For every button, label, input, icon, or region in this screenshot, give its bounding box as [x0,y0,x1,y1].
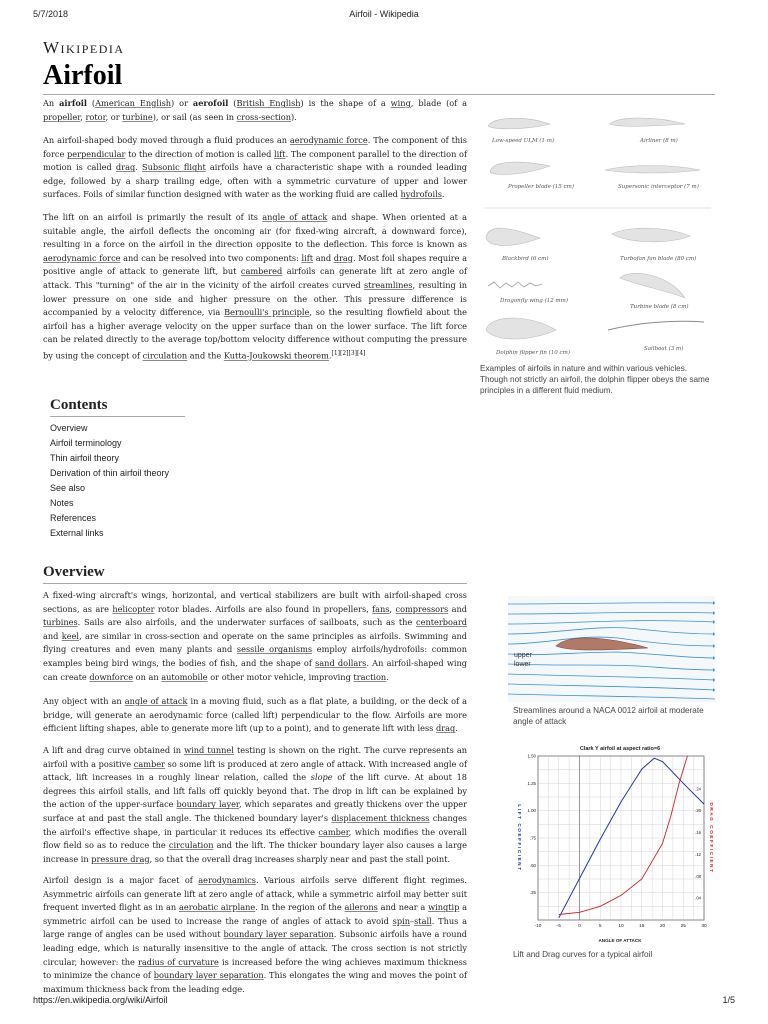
y2-tick-label: .12 [695,851,701,857]
link-lift[interactable]: lift [274,148,286,159]
upper-label: upper [514,652,532,659]
streamlines-caption: Streamlines around a NACA 0012 airfoil at moderate angle of attack [513,706,704,726]
link-streamlines[interactable]: streamlines [364,279,413,290]
y-tick-label: .50 [529,862,536,868]
italic-term: slope [310,772,333,783]
y2-tick-label: .20 [695,808,701,814]
bold-term: aerofoil [192,98,229,108]
x-tick-label: 30 [701,924,707,929]
airfoil-examples-caption: Examples of airfoils in nature and within various vehicles. Though not strictly an airfoil, the dolphin flipper obeys the same principles in a different fluid medium. [480,364,710,395]
link-angle-of-attack[interactable]: angle of attack [262,212,328,222]
link-wing[interactable]: wing [390,98,411,108]
link-lift[interactable]: lift [301,252,314,263]
toc-item-overview[interactable]: Overview [50,423,88,433]
link-boundary-layer[interactable]: boundary layer [176,799,239,810]
link-circulation[interactable]: circulation [142,350,188,361]
overview-paragraph-3: A lift and drag curve obtained in wind tunnel testing is shown on the right. The curve represents an airfoil with a positive camber so some lift is produced at zero angle of attack. With increased angle of attack, lift increases in a roughly linear relation, called the slope of the lift curve. At about 18 degrees this airfoil stalls, and lift falls off quickly beyond that. The drop in lift can be explained by the action of the upper-surface boundary layer, which separates and greatly thickens over the upper surface at and past the stall angle. The thickened boundary layer's displacement thickness changes the airfoil's effective shape, in particular it reduces its effective camber, which modifies the overall flow field so as to reduce the circulation and the lift. The thicker boundary layer also causes a large increase in pressure drag, so that the overall drag increases sharply near and past the stall point. [43,745,467,864]
toc-item-terminology[interactable]: Airfoil terminology [50,438,122,448]
x-tick-label: 0 [578,924,581,929]
toc-item-thin-airfoil-theory[interactable]: Thin airfoil theory [50,453,120,463]
link-fans[interactable]: fans [372,603,390,614]
link-british-english[interactable]: British English [236,98,301,108]
reference-links[interactable]: [1][2][3][4] [331,349,366,357]
link-displacement-thickness[interactable]: displacement thickness [331,812,430,823]
link-pressure-drag[interactable]: pressure drag [91,853,150,864]
print-title: Airfoil - Wikipedia [349,9,419,19]
x-tick-label: 25 [680,924,686,929]
airfoil-examples-figure [480,108,715,363]
y-tick-label: 1.00 [527,808,536,814]
y-axis-label: LIFT COEFFICIENT [517,804,522,872]
intro-paragraph: An airfoil (American English) or aerofoil (British English) is the shape of a wing, blade (of a propeller, rotor, or turbine), or sail (as seen in cross-section). [43,98,468,122]
link-drag[interactable]: drag [333,252,354,263]
link-boundary-layer-separation[interactable]: boundary layer separation [223,929,334,940]
link-traction[interactable]: traction [353,671,387,682]
y2-tick-label: .04 [695,895,701,901]
y2-axis-label: DRAG COEFFICIENT [709,802,714,874]
foil-label: Turbofan fan blade (80 cm) [620,256,697,262]
link-sessile-organisms[interactable]: sessile organisms [236,644,313,655]
link-wind-tunnel[interactable]: wind tunnel [184,745,234,755]
link-aerodynamics[interactable]: aerodynamics [198,875,256,885]
link-radius-of-curvature[interactable]: radius of curvature [137,956,219,967]
link-turbine[interactable]: turbine [122,111,153,122]
lift-drag-chart-figure [508,740,715,946]
table-of-contents [50,397,185,541]
toc-item-external-links[interactable]: External links [50,528,104,538]
y2-tick-label: .16 [695,830,701,836]
link-hydrofoils[interactable]: hydrofoils [400,189,442,200]
streamlines-image [508,596,715,702]
overview-paragraph-2: Any object with an angle of attack in a moving fluid, such as a flat plate, a building, or the deck of a bridge, will generate an aerodynamic force (called lift) perpendicular to the flow. Airfoils are more efficient lifting shapes, able to generate more lift (up to a point), and to generate lift with less drag. [43,696,467,734]
link-aerobatic-airplane[interactable]: aerobatic airplane [178,902,256,913]
x-tick-label: 20 [659,924,666,929]
link-american-english[interactable]: American English [95,98,172,108]
foil-label: Dolphin flipper fin (10 cm) [496,350,570,356]
link-downforce[interactable]: downforce [89,671,134,682]
x-tick-label: 15 [639,924,645,929]
x-tick-label: 5 [598,924,602,929]
y2-tick-label: .24 [695,786,701,792]
airfoil-examples-image [480,108,715,363]
x-tick-label: 10 [618,924,624,929]
link-helicopter[interactable]: helicopter [112,603,155,614]
foil-label: Turbine blade (8 cm) [630,304,689,310]
link-angle-of-attack[interactable]: angle of attack [124,696,188,706]
page-title: Airfoil [43,60,715,95]
link-kutta-joukowski[interactable]: Kutta-Joukowski theorem [223,350,329,361]
link-compressors[interactable]: compressors [395,603,449,614]
toc-item-see-also[interactable]: See also [50,483,86,493]
link-centerboard[interactable]: centerboard [416,617,467,628]
foil-label: Airliner (8 m) [640,138,678,144]
link-drag[interactable]: drag [115,162,136,173]
x-tick-label: -5 [556,924,561,929]
link-sand-dollars[interactable]: sand dollars [315,657,367,668]
foil-label: Low-speed ULM (1 m) [492,138,555,144]
link-turbines[interactable]: turbines [43,617,78,628]
link-bernoulli[interactable]: Bernoulli's principle [224,307,310,318]
toc-item-derivation[interactable]: Derivation of thin airfoil theory [50,468,170,478]
print-url: https://en.wikipedia.org/wiki/Airfoil [33,995,168,1005]
link-stall[interactable]: stall [414,915,432,926]
y2-tick-label: .08 [695,873,701,879]
link-rotor[interactable]: rotor [85,111,106,122]
print-date: 5/7/2018 [33,9,69,19]
foil-label: Supersonic interceptor (7 m) [618,184,699,190]
link-perpendicular[interactable]: perpendicular [66,148,126,159]
overview-paragraph-4: Airfoil design is a major facet of aerodynamics. Various airfoils serve different flight regimes. Asymmetric airfoils can generate lift at zero angle of attack, while a symmetric airfoil may better suit frequent inverted flight as in an aerobatic airplane. In the region of the ailerons and near a wingtip a symmetric airfoil can be used to increase the range of angles of attack to avoid spin–stall. Thus a large range of angles can be used without boundary layer separation. Subsonic airfoils have a round leading edge, which is naturally insensitive to the angle of attack. The cross section is not strictly circular, however: the radius of curvature is increased before the wing achieves maximum thickness to minimize the chance of boundary layer separation. This elongates the wing and moves the point of maximum thickness back from the leading edge. [43,875,468,994]
chart-title: Clark Y airfoil at aspect ratio=6 [579,746,661,752]
x-axis-label: ANGLE OF ATTACK [598,938,642,943]
link-camber[interactable]: camber [133,758,165,769]
link-drag[interactable]: drag [435,723,456,734]
link-propeller[interactable]: propeller [43,111,81,122]
link-aerodynamic-force[interactable]: aerodynamic force [289,135,368,145]
toc-item-references[interactable]: References [50,513,97,523]
y-tick-label: 1.25 [527,780,536,786]
toc-title: Contents [50,397,185,417]
link-aerodynamic-force[interactable]: aerodynamic force [43,252,121,263]
y-tick-label: 1.50 [527,753,536,759]
foil-label: Sailboat (3 m) [644,346,684,352]
toc-item-notes[interactable]: Notes [50,498,74,508]
link-spin[interactable]: spin [392,915,411,926]
print-page-number: 1/5 [722,995,735,1005]
foil-label: Blackbird (6 cm) [502,256,549,262]
link-ailerons[interactable]: ailerons [344,902,378,913]
overview-paragraph-1: A fixed-wing aircraft's wings, horizontal, and vertical stabilizers are built with airfoil-shaped cross sections, as are helicopter rotor blades. Airfoils are also found in propellers, fans, compressors and turbines. Sails are also airfoils, and the underwater surfaces of sailboats, such as the centerboard and keel, are similar in cross-section and operate on the same principles as airfoils. Swimming and flying creatures and even many plants and sessile organisms employ airfoils/hydrofoils: common examples being bird wings, the bodies of fish, and the shape of sand dollars. An airfoil-shaped wing can create downforce on an automobile or other motor vehicle, improving traction. [43,590,468,682]
bold-term: airfoil [59,98,88,108]
section-heading-overview: Overview [43,564,467,584]
y-tick-label: .75 [529,835,536,841]
y-tick-label: .25 [529,890,536,896]
link-cambered[interactable]: cambered [240,266,283,277]
link-circulation[interactable]: circulation [168,840,214,851]
foil-label: Dragonfly wing (12 mm) [500,298,568,304]
wordmark-text: Wikipedia [43,38,125,57]
link-wingtip[interactable]: wingtip [428,902,460,913]
link-subsonic-flight[interactable]: Subsonic flight [141,162,206,173]
lift-drag-caption: Lift and Drag curves for a typical airfoil [513,950,653,959]
wikipedia-wordmark[interactable] [43,38,125,58]
link-camber[interactable]: camber [318,826,349,837]
x-tick-label: -10 [534,924,542,929]
paragraph-3: The lift on an airfoil is primarily the result of its angle of attack and shape. When oriented at a suitable angle, the airfoil deflects the oncoming air (for fixed-wing aircraft, a downward force), resulting in a force on the airfoil in the direction opposite to the deflection. This force is known as aerodynamic force and can be resolved into two components: lift and drag. Most foil shapes require a positive angle of attack to generate lift, but cambered airfoils can generate lift at zero angle of attack. This "turning" of the air in the vicinity of the airfoil creates curved streamlines, resulting in lower pressure on one side and higher pressure on the other. This pressure difference is accompanied by a velocity difference, via Bernoulli's principle, so the resulting flowfield about the airfoil has a higher average velocity on the upper surface than on the lower surface. The lift force can be related directly to the average top/bottom velocity difference without computing the pressure by using the concept of circulation and the Kutta-Joukowski theorem.[1][2][3][4] [43,212,468,361]
link-cross-section[interactable]: cross-section [236,111,291,122]
link-boundary-layer-separation[interactable]: boundary layer separation [153,970,264,981]
lift-drag-chart [508,740,715,946]
link-keel[interactable]: keel [61,630,80,641]
streamlines-figure [508,596,715,702]
foil-label: Propeller blade (15 cm) [508,184,574,190]
lower-label: lower [514,661,531,668]
link-automobile[interactable]: automobile [161,671,208,682]
paragraph-2: An airfoil-shaped body moved through a fluid produces an aerodynamic force. The component of this force perpendicular to the direction of motion is called lift. The component parallel to the direction of motion is called drag. Subsonic flight airfoils have a characteristic shape with a rounded leading edge, followed by a sharp trailing edge, often with a symmetric curvature of upper and lower surfaces. Foils of similar function designed with water as the working fluid are called hydrofoils. [43,135,467,200]
